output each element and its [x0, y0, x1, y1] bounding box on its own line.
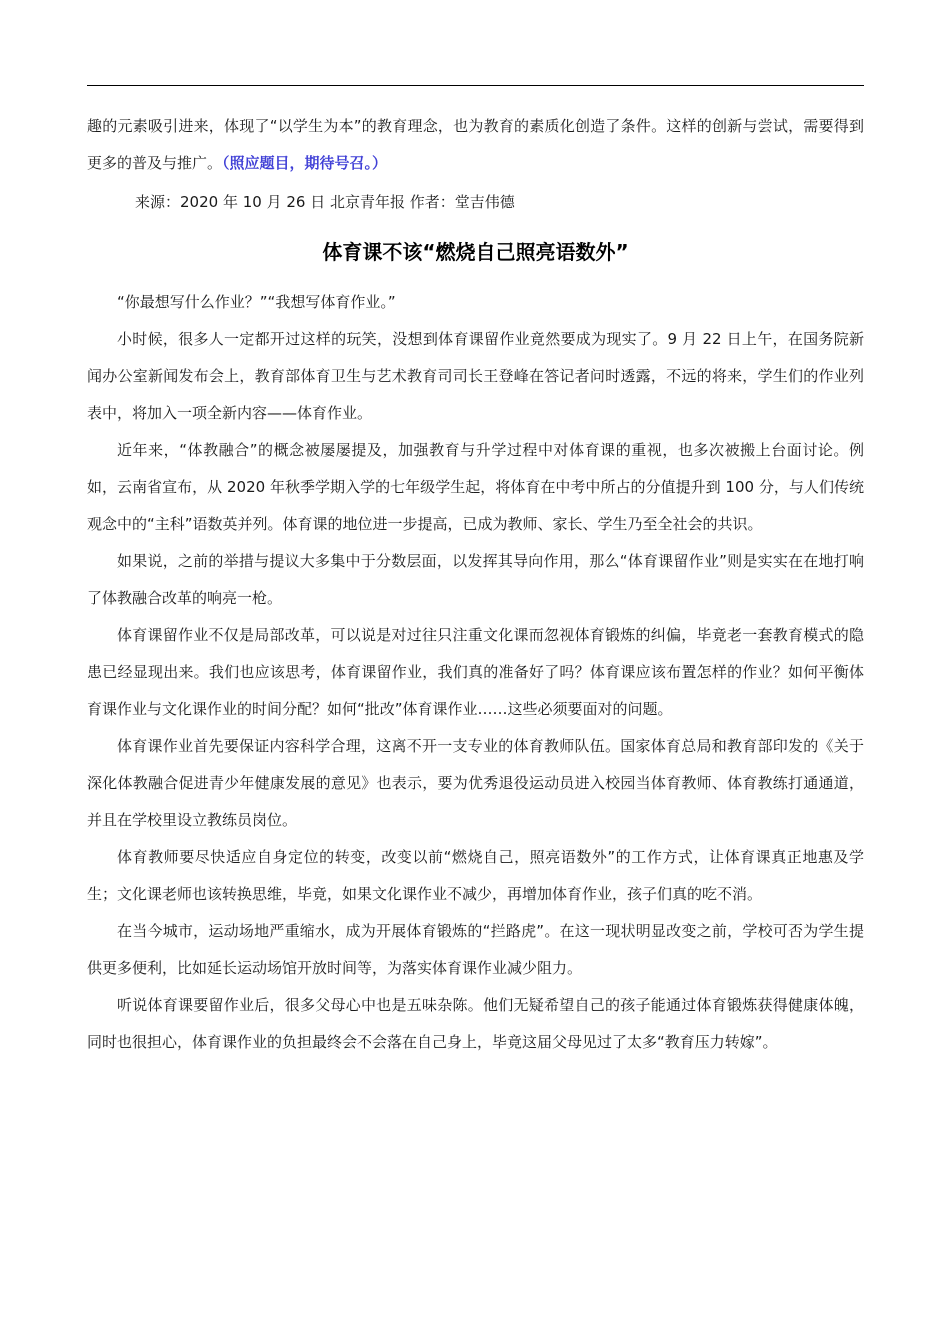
- article-paragraph: 在当今城市，运动场地严重缩水，成为开展体育锻炼的“拦路虎”。在这一现状明显改变之前，学校可否为学生提供更多便利，比如延长运动场馆开放时间等，为落实体育课作业减少阻力。: [87, 922, 864, 977]
- article-title: 体育课不该“燃烧自己照亮语数外”: [322, 240, 629, 264]
- source-line: 来源：2020 年 10 月 26 日 北京青年报 作者：堂吉伟德: [135, 193, 515, 211]
- previous-article-continuation: [87, 108, 864, 182]
- article-paragraph: 听说体育课要留作业后，很多父母心中也是五味杂陈。他们无疑希望自己的孩子能通过体育锻炼获得健康体魄，同时也很担心，体育课作业的负担最终会不会落在自己身上，毕竟这届父母见过了太多“教育压力转嫁”。: [87, 996, 864, 1051]
- article-paragraph: “你最想写什么作业？”“我想写体育作业。”: [117, 293, 396, 311]
- continuation-text: 趣的元素吸引进来，体现了“以学生为本”的教育理念，也为教育的素质化创造了条件。这样的创新与尝试，需要得到更多的普及与推广。: [87, 117, 864, 172]
- article-paragraph: 体育课作业首先要保证内容科学合理，这离不开一支专业的体育教师队伍。国家体育总局和教育部印发的《关于深化体教融合促进青少年健康发展的意见》也表示，要为优秀退役运动员进入校园当体育教师、体育教练打通通道，并且在学校里设立教练员岗位。: [87, 737, 864, 829]
- article-paragraph: 体育教师要尽快适应自身定位的转变，改变以前“燃烧自己，照亮语数外”的工作方式，让体育课真正地惠及学生；文化课老师也该转换思维，毕竟，如果文化课作业不减少，再增加体育作业，孩子们真的吃不消。: [87, 848, 864, 903]
- header-rule: [87, 85, 864, 86]
- article-paragraph: 如果说，之前的举措与提议大多集中于分数层面，以发挥其导向作用，那么“体育课留作业”则是实实在在地打响了体教融合改革的响亮一枪。: [87, 552, 864, 607]
- article-paragraph: 小时候，很多人一定都开过这样的玩笑，没想到体育课留作业竟然要成为现实了。9 月 22 日上午，在国务院新闻办公室新闻发布会上，教育部体育卫生与艺术教育司司长王登峰在答记者问时透露，不远的将来，学生们的作业列表中，将加入一项全新内容——体育作业。: [87, 330, 864, 422]
- annotation-note: （照应题目，期待号召。）: [222, 154, 388, 172]
- article-paragraph: 体育课留作业不仅是局部改革，可以说是对过往只注重文化课而忽视体育锻炼的纠偏，毕竟老一套教育模式的隐患已经显现出来。我们也应该思考，体育课留作业，我们真的准备好了吗？体育课应该布置怎样的作业？如何平衡体育课作业与文化课作业的时间分配？如何“批改”体育课作业……这些必须要面对的问题。: [87, 626, 864, 718]
- article-body: [87, 284, 864, 1061]
- article-paragraph: 近年来，“体教融合”的概念被屡屡提及，加强教育与升学过程中对体育课的重视，也多次被搬上台面讨论。例如，云南省宣布，从 2020 年秋季学期入学的七年级学生起，将体育在中考中所占的分值提升到 100 分，与人们传统观念中的“主科”语数英并列。体育课的地位进一步提高，已成为教师、家长、学生乃至全社会的共识。: [87, 441, 864, 533]
- page-content: [87, 108, 864, 1061]
